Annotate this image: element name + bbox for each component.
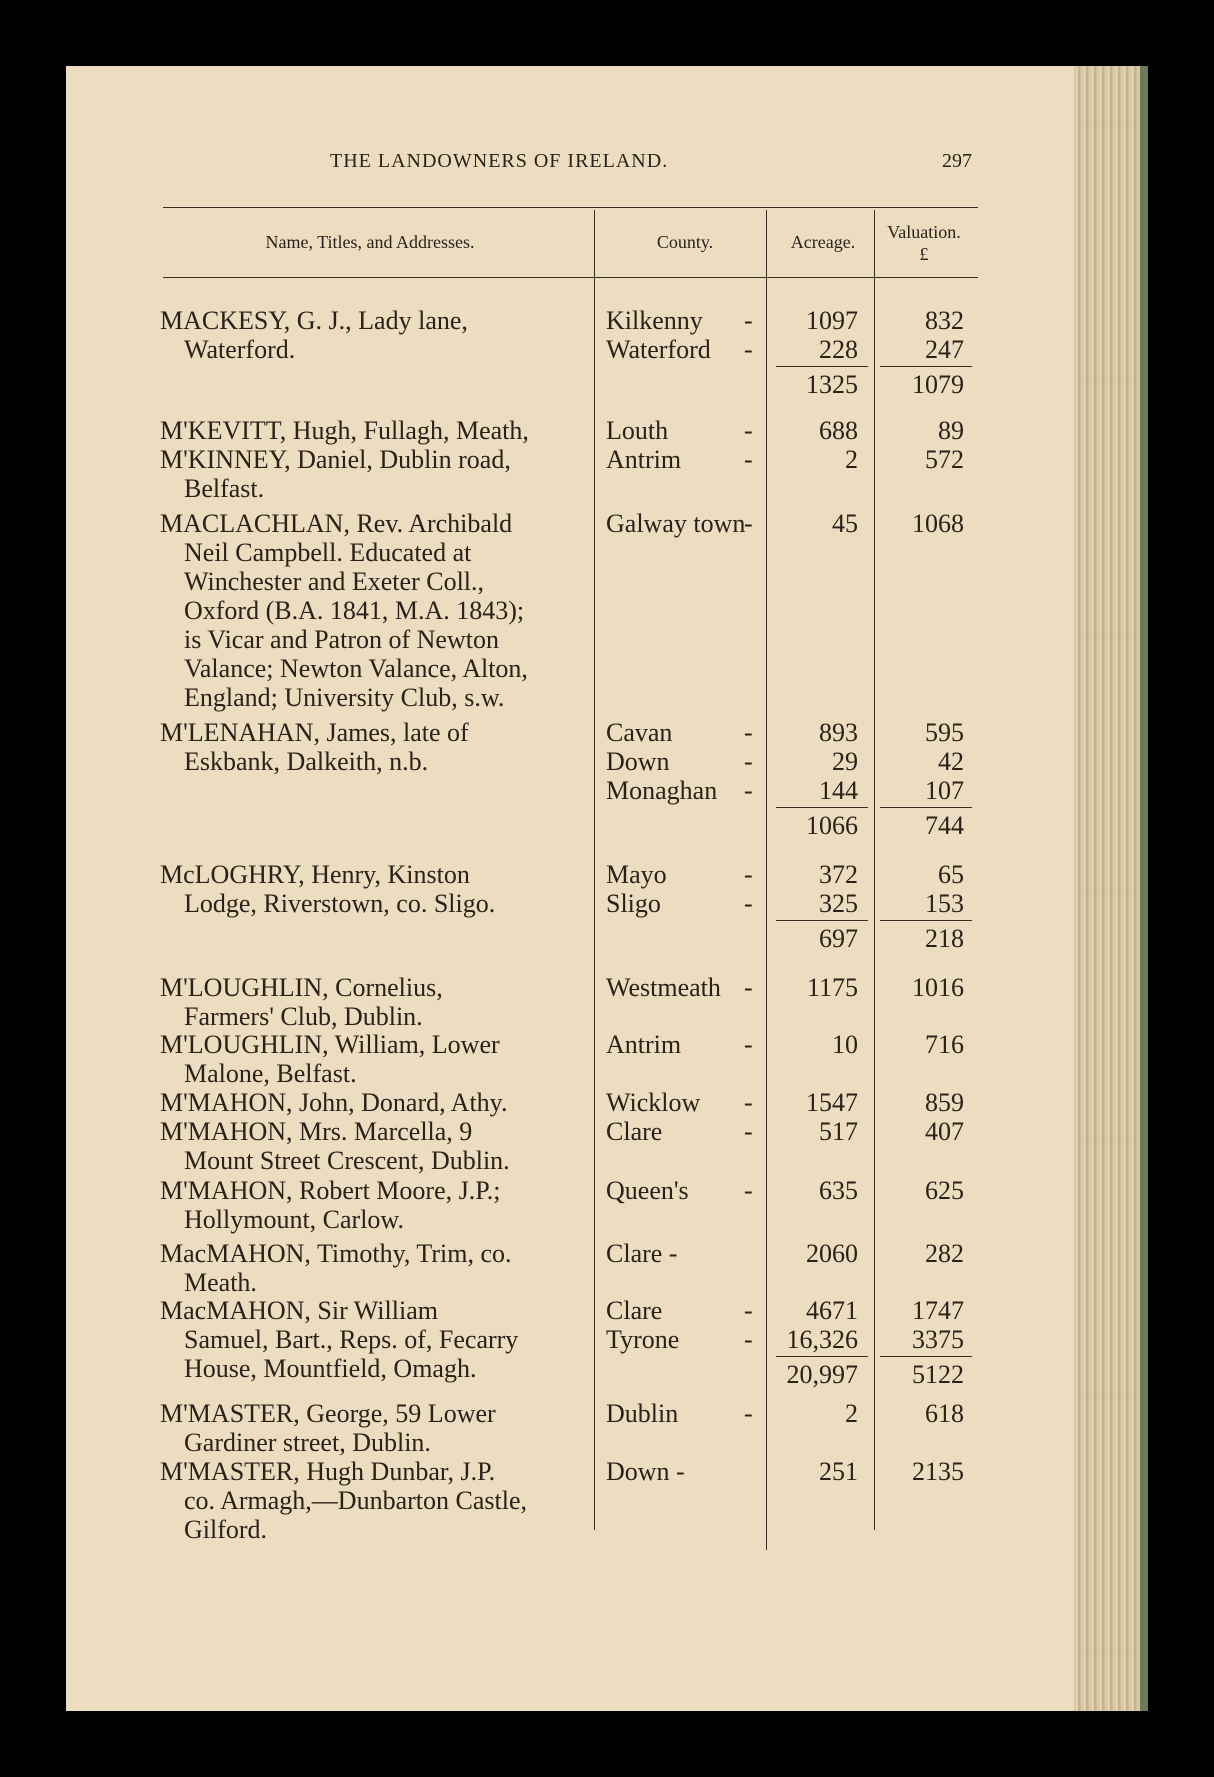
landowner-name <box>160 1030 580 1088</box>
landowner-address-line: Oxford (B.A. 1841, M.A. 1843); <box>184 596 525 625</box>
county-name: Clare <box>606 1296 663 1325</box>
heading-rule <box>163 277 978 278</box>
leader-dash: - <box>744 718 753 747</box>
total-rule <box>776 807 868 808</box>
acreage-total: 697 <box>819 924 858 953</box>
valuation-value: 282 <box>925 1239 964 1268</box>
landowner-name <box>160 973 580 1031</box>
landowner-address-line: Malone, Belfast. <box>184 1059 357 1088</box>
leader-dash: - <box>744 306 753 335</box>
col-head-name: Name, Titles, and Addresses. <box>265 232 475 252</box>
book-cover-edge <box>1140 66 1148 1711</box>
landowner-name-line: M'MASTER, Hugh Dunbar, J.P. <box>160 1457 496 1486</box>
valuation-value: 595 <box>925 718 964 747</box>
landowner-address-line: Valance; Newton Valance, Alton, <box>184 654 528 683</box>
rule-county-acreage <box>766 210 767 1550</box>
county-name: Clare - <box>606 1239 678 1268</box>
total-rule <box>880 1356 972 1357</box>
valuation-value: 247 <box>925 335 964 364</box>
county-name: Down <box>606 747 670 776</box>
landowner-name <box>160 416 580 445</box>
county-name: Antrim <box>606 1030 682 1059</box>
col-head-acreage: Acreage. <box>790 232 856 252</box>
acreage-value: 2 <box>845 445 858 474</box>
valuation-value: 153 <box>925 889 964 918</box>
landowner-name-line: M'KINNEY, Daniel, Dublin road, <box>160 445 511 474</box>
valuation-value: 2135 <box>912 1457 964 1486</box>
acreage-value: 16,326 <box>786 1325 858 1354</box>
county-name: Down - <box>606 1457 685 1486</box>
county-name: Antrim <box>606 445 682 474</box>
leader-dash: - <box>744 1030 753 1059</box>
leader-dash: - <box>744 973 753 1002</box>
col-head-valuation: Valuation. <box>887 222 961 242</box>
acreage-value: 10 <box>832 1030 858 1059</box>
landowner-name <box>160 445 580 503</box>
landowner-name-line: MACKESY, G. J., Lady lane, <box>160 306 468 335</box>
landowner-name-line: M'KEVITT, Hugh, Fullagh, Meath, <box>160 416 529 445</box>
landowner-address-line: England; University Club, s.w. <box>184 683 505 712</box>
page-number: 297 <box>942 150 972 172</box>
landowner-name <box>160 1088 580 1117</box>
landowner-address-line: Eskbank, Dalkeith, n.b. <box>184 747 429 776</box>
valuation-value: 89 <box>938 416 964 445</box>
landowner-name <box>160 306 580 364</box>
acreage-value: 29 <box>832 747 858 776</box>
acreage-value: 4671 <box>806 1296 858 1325</box>
landowner-name <box>160 509 580 712</box>
valuation-value: 1068 <box>912 509 964 538</box>
landowner-address-line: Meath. <box>184 1268 257 1297</box>
valuation-value: 42 <box>938 747 964 776</box>
county-name: Galway town <box>606 509 746 538</box>
valuation-value: 859 <box>925 1088 964 1117</box>
total-rule <box>880 807 972 808</box>
landowner-name <box>160 860 580 918</box>
leader-dash: - <box>744 860 753 889</box>
landowner-name <box>160 1399 580 1457</box>
county-name: Cavan <box>606 718 673 747</box>
acreage-value: 325 <box>819 889 858 918</box>
county-name: Tyrone <box>606 1325 680 1354</box>
landowner-name-line: MACLACHLAN, Rev. Archibald <box>160 509 513 538</box>
leader-dash: - <box>744 509 753 538</box>
landowner-address-line: Winchester and Exeter Coll., <box>184 567 485 596</box>
running-header: THE LANDOWNERS OF IRELAND. <box>330 150 669 172</box>
landowner-address-line: Belfast. <box>184 474 265 503</box>
acreage-value: 45 <box>832 509 858 538</box>
leader-dash: - <box>744 445 753 474</box>
acreage-value: 2060 <box>806 1239 858 1268</box>
leader-dash: - <box>744 416 753 445</box>
landowner-name-line: M'MAHON, Robert Moore, J.P.; <box>160 1176 501 1205</box>
landowner-address-line: Waterford. <box>184 335 296 364</box>
leader-dash: - <box>744 1088 753 1117</box>
acreage-value: 2 <box>845 1399 858 1428</box>
county-name: Westmeath <box>606 973 721 1002</box>
leader-dash: - <box>744 1176 753 1205</box>
landowner-name-line: MacMAHON, Sir William <box>160 1296 438 1325</box>
page-edges <box>1074 66 1148 1711</box>
landowner-name <box>160 1239 580 1297</box>
valuation-value: 407 <box>925 1117 964 1146</box>
landowner-name <box>160 1176 580 1234</box>
valuation-value: 107 <box>925 776 964 805</box>
top-rule <box>163 207 978 208</box>
county-name: Sligo <box>606 889 661 918</box>
col-head-valuation-unit: £ <box>919 244 929 264</box>
acreage-value: 144 <box>819 776 858 805</box>
valuation-value: 716 <box>925 1030 964 1059</box>
county-name: Clare <box>606 1117 663 1146</box>
total-rule <box>880 920 972 921</box>
total-rule <box>776 366 868 367</box>
total-rule <box>880 366 972 367</box>
total-rule <box>776 920 868 921</box>
valuation-total: 218 <box>925 924 964 953</box>
landowner-address-line: Hollymount, Carlow. <box>184 1205 405 1234</box>
acreage-total: 1325 <box>806 370 858 399</box>
landowner-name-line: M'LOUGHLIN, William, Lower <box>160 1030 500 1059</box>
leader-dash: - <box>744 889 753 918</box>
rule-name-county <box>594 210 595 1530</box>
total-rule <box>776 1356 868 1357</box>
valuation-value: 3375 <box>912 1325 964 1354</box>
valuation-value: 618 <box>925 1399 964 1428</box>
acreage-total: 1066 <box>806 811 858 840</box>
acreage-value: 1175 <box>806 973 858 1002</box>
county-name: Dublin <box>606 1399 679 1428</box>
landowner-address-line: Farmers' Club, Dublin. <box>184 1002 423 1031</box>
leader-dash: - <box>744 1325 753 1354</box>
landowner-name <box>160 1296 580 1383</box>
landowner-name-line: M'MAHON, John, Donard, Athy. <box>160 1088 508 1117</box>
leader-dash: - <box>744 1399 753 1428</box>
leader-dash: - <box>744 1117 753 1146</box>
landowner-address-line: Gilford. <box>184 1515 268 1544</box>
acreage-value: 517 <box>819 1117 858 1146</box>
county-name: Kilkenny <box>606 306 703 335</box>
landowner-name-line: MacMAHON, Timothy, Trim, co. <box>160 1239 512 1268</box>
acreage-value: 228 <box>819 335 858 364</box>
landowner-name-line: M'LOUGHLIN, Cornelius, <box>160 973 443 1002</box>
landowner-address-line: Gardiner street, Dublin. <box>184 1428 431 1457</box>
acreage-value: 688 <box>819 416 858 445</box>
landowner-name <box>160 718 580 776</box>
acreage-value: 372 <box>819 860 858 889</box>
acreage-value: 1547 <box>806 1088 858 1117</box>
valuation-value: 572 <box>925 445 964 474</box>
valuation-value: 1747 <box>912 1296 964 1325</box>
landowner-name <box>160 1117 580 1175</box>
landowner-name-line: McLOGHRY, Henry, Kinston <box>160 860 470 889</box>
valuation-total: 744 <box>925 811 964 840</box>
valuation-value: 65 <box>938 860 964 889</box>
valuation-total: 1079 <box>912 370 964 399</box>
landowner-address-line: Lodge, Riverstown, co. Sligo. <box>184 889 496 918</box>
valuation-value: 832 <box>925 306 964 335</box>
leader-dash: - <box>744 776 753 805</box>
landowner-address-line: Mount Street Crescent, Dublin. <box>184 1146 510 1175</box>
valuation-value: 625 <box>925 1176 964 1205</box>
county-name: Mayo <box>606 860 667 889</box>
landowner-address-line: is Vicar and Patron of Newton <box>184 625 499 654</box>
county-name: Louth <box>606 416 669 445</box>
landowner-name-line: M'MASTER, George, 59 Lower <box>160 1399 496 1428</box>
county-name: Monaghan <box>606 776 718 805</box>
acreage-total: 20,997 <box>786 1360 858 1389</box>
col-head-county: County. <box>656 232 714 252</box>
landowner-address-line: Neil Campbell. Educated at <box>184 538 472 567</box>
county-name: Waterford <box>606 335 711 364</box>
landowner-address-line: House, Mountfield, Omagh. <box>184 1354 477 1383</box>
valuation-total: 5122 <box>912 1360 964 1389</box>
county-name: Queen's <box>606 1176 689 1205</box>
valuation-value: 1016 <box>912 973 964 1002</box>
landowner-name <box>160 1457 580 1544</box>
landowner-name-line: M'LENAHAN, James, late of <box>160 718 469 747</box>
acreage-value: 251 <box>819 1457 858 1486</box>
leader-dash: - <box>744 1296 753 1325</box>
leader-dash: - <box>744 747 753 776</box>
landowner-address-line: co. Armagh,—Dunbarton Castle, <box>184 1486 527 1515</box>
leader-dash: - <box>744 335 753 364</box>
landowner-address-line: Samuel, Bart., Reps. of, Fecarry <box>184 1325 519 1354</box>
county-name: Wicklow <box>606 1088 701 1117</box>
acreage-value: 1097 <box>806 306 858 335</box>
acreage-value: 635 <box>819 1176 858 1205</box>
acreage-value: 893 <box>819 718 858 747</box>
landowner-name-line: M'MAHON, Mrs. Marcella, 9 <box>160 1117 473 1146</box>
